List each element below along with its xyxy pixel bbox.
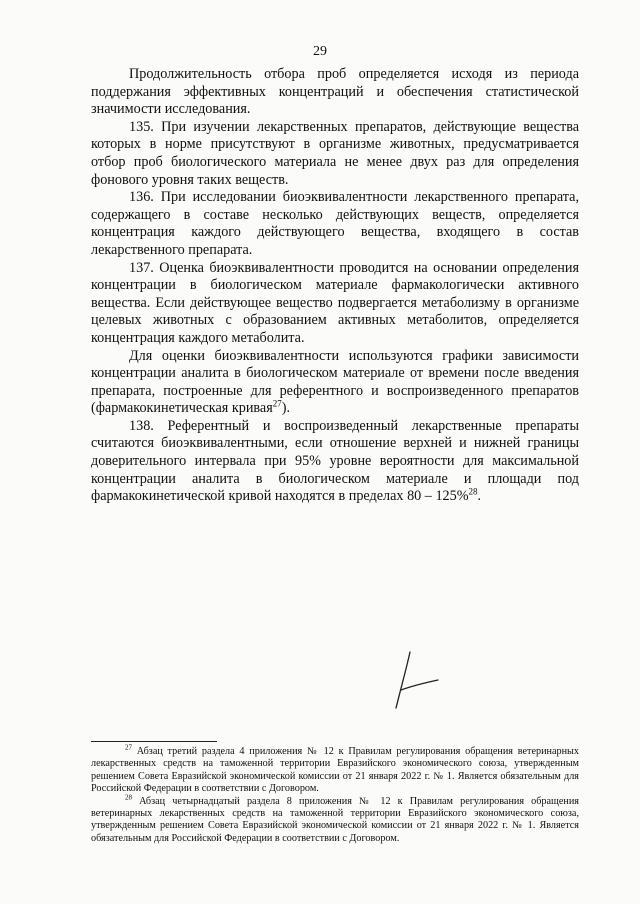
paragraph-138 <box>91 418 579 506</box>
paragraph-137 <box>91 260 579 348</box>
footnote-text: Абзац четырнадцатый раздела 8 приложения № 12 к Правилам регулирования обращения ветеринарных лекарственных средств на таможенной территории Евразийского экономического союза, утвержденным решением Совета Евразийской экономической комиссии от 21 января 2022 г. № 1. Является обязательным для Российской Федерации в соответствии с Договором. <box>91 795 579 844</box>
footnote-separator <box>91 741 217 742</box>
paragraph-135 <box>91 119 579 189</box>
paragraph-text: Для оценки биоэквивалентности используются графики зависимости концентрации аналита в биологическом материале от времени после введения препарата, построенные для референтного и воспроизведенного препаратов (фармакокинетическая кривая <box>91 347 579 417</box>
footnote-27 <box>91 743 579 796</box>
footnote-ref-27[interactable]: 27 <box>272 398 282 409</box>
paragraph-text: Продолжительность отбора проб определяется исходя из периода поддержания эффективных концентраций и обеспечения статистической значимости исследования. <box>91 66 579 118</box>
paragraph-tail: . <box>477 488 482 505</box>
footnote-ref-28[interactable]: 28 <box>468 486 478 497</box>
footnote-mark: 27 <box>125 743 132 752</box>
paragraph-text: 137. Оценка биоэквивалентности проводится на основании определения концентрации в биологическом материале фармакологически активного вещества. Если действующее вещество подвергается метаболизму в организме целевых животных с образованием активных метаболитов, определяется концентрация каждого метаболита. <box>91 259 579 346</box>
footnote-text: Абзац третий раздела 4 приложения № 12 к Правилам регулирования обращения ветеринарных лекарственных средств на таможенной территории Евразийского экономического союза, утвержденным решением Совета Евразийской экономической комиссии от 21 января 2022 г. № 1. Является обязательным для Российской Федерации в соответствии с Договором. <box>91 746 579 795</box>
paragraph-text: 138. Референтный и воспроизведенный лекарственные препараты считаются биоэквивалентными, если отношение верхней и нижней границы доверительного интервала при 95% уровне вероятности для максимальной концентрации аналита в биологическом материале и площади под фармакокинетической кривой находятся в пределах 80 – 125% <box>91 417 579 505</box>
paragraph-136 <box>91 189 579 259</box>
body-text <box>91 66 579 506</box>
footnote-28 <box>91 793 579 846</box>
paragraph-sampling-duration <box>91 66 579 119</box>
footnote-mark: 28 <box>125 793 132 802</box>
paragraph-text: 135. При изучении лекарственных препаратов, действующие вещества которых в норме присутствуют в организме животных, предусматривается отбор проб биологического материала не менее двух раз для определения фонового уровня таких веществ. <box>91 118 579 188</box>
signature-mark <box>388 650 444 710</box>
paragraph-pk-curves <box>91 348 579 418</box>
paragraph-text: 136. При исследовании биоэквивалентности лекарственного препарата, содержащего в составе несколько действующих веществ, определяется концентрация каждого действующего вещества, входящего в состав лекарственного препарата. <box>91 189 579 258</box>
page-number: 29 <box>313 44 327 59</box>
paragraph-tail: ). <box>281 400 291 417</box>
footnotes <box>91 743 579 845</box>
